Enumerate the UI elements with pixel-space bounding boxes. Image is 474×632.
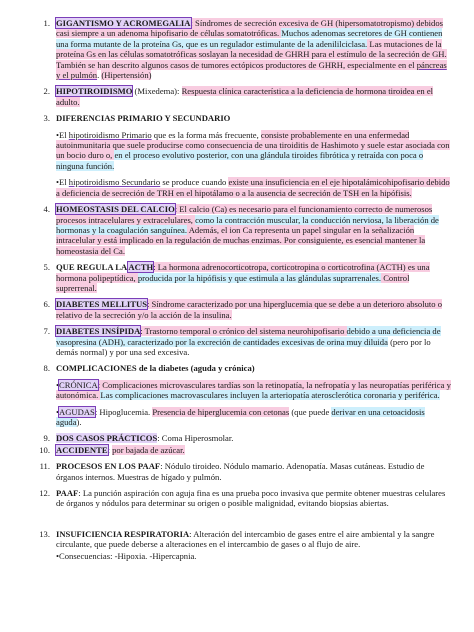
item-text: Además, el ion Ca representa un papel singular en la señalización intracelular y está implicado en la regulación de muchas enzimas. [56, 224, 415, 246]
item-text: : El calcio (Ca) es necesario para el funcionamiento correcto de numerosos procesos intracelulares y extracelulares, [56, 204, 433, 225]
sub-text: Las complicaciones macrovasculares incluyen la arteriopatía aterosclerótica coronaria y periférica. [100, 390, 440, 401]
item-text: : Nódulo tiroideo. Nódulo mamario. Adenopatía. Masas cutáneas. Estudio de órganos internos. Muestras de hígado y pulmón. [56, 461, 425, 482]
item-number: 9. [43, 433, 50, 444]
item-number: 3. [43, 113, 50, 124]
item-text: : [107, 444, 113, 455]
item-text: por bajada de azúcar. [112, 444, 185, 455]
item-number: 8. [43, 363, 50, 374]
item-text: : Síndrome caracterizado por una hiperglucemia [146, 299, 315, 310]
item-diferencias [22, 113, 452, 123]
sub-text: (que puede [289, 406, 332, 417]
item-text: Respuesta clínica característica a la deficiencia de hormona tiroidea en el adulto. [56, 86, 434, 107]
sub-text: en el proceso evolutivo posterior, con una glándula tiroides fibrótica y retraída con poca o ninguna función. [56, 150, 424, 171]
item-term-prefix: QUE REGULA LA [56, 262, 129, 273]
item-term: DIABETES MELLITUS [56, 299, 147, 310]
item-term: DIABETES INSÍPIDA [56, 326, 141, 337]
item-homeostasis-calcio [22, 204, 452, 256]
consecuencias [56, 551, 452, 561]
item-text: debido a una deficiencia de vasopresina (ADH), caracterizado por la excreción de cantidades excesivas de orina muy diluida [56, 326, 441, 347]
item-text: producida por la hipófisis y que estimula a las glándulas suprarrenales. [137, 272, 382, 283]
item-hipotiroidismo [22, 86, 452, 107]
item-accidente [22, 445, 452, 455]
sub-text: existe una insuficiencia en el eje hipotalámicohipofisario debido a deficiencia de secreción de TRH en el hipotálamo o a la ausencia de secreción de TSH en la hipófisis. [56, 177, 450, 198]
sub-term: AGUDAS [59, 406, 95, 417]
item-text: (Mixedema): [132, 86, 182, 97]
sub-text: ). [76, 417, 82, 427]
item-text: que se debe a un deterioro absoluto o relativo de la secreción y/o la acción de la insulina. [56, 299, 443, 320]
sub-text: derivar en una cetoacidosis aguda [56, 406, 425, 427]
item-text: (Hipertensión) [101, 70, 152, 81]
item-number: 5. [43, 262, 50, 273]
item-term: ACCIDENTE [56, 444, 108, 455]
item-insuficiencia-respiratoria [22, 529, 452, 550]
item-term: HIPOTIROIDISMO [56, 86, 133, 97]
item-text: Por consiguiente, es esencial mantener la homeostasia del Ca. [56, 235, 426, 256]
item-text: : Coma Hiperosmolar. [157, 433, 234, 444]
item-text: como la contracción muscular, la conducción nerviosa, la liberación de hormonas y la coagulación sanguínea. [56, 214, 439, 235]
item-text: (pero por lo demás normal) y por una sed excesiva. [56, 336, 431, 357]
sub-term: hipotiroidismo Primario [68, 129, 152, 140]
item-term: ACTH [128, 262, 154, 273]
item-text: : Trastorno temporal o crónico del sistema neurohipofisario [140, 326, 347, 337]
hipotiroidismo-secundario [56, 177, 452, 198]
item-text: : Síndromes de secreción excesiva de GH (hipersomatotropismo) debidos casi siempre a un adenoma hipofisario de células somatotróficas. [56, 18, 443, 39]
sub-text: • [56, 406, 60, 417]
sub-text: • [56, 379, 60, 390]
item-diabetes-insipida [22, 326, 452, 357]
item-number: 7. [43, 326, 50, 337]
item-number: 1. [43, 18, 50, 28]
item-text: . [97, 70, 102, 81]
item-term: INSUFICIENCIA RESPIRATORIA [56, 528, 190, 539]
item-term: COMPLICACIONES de la diabetes (aguda y crónica) [56, 363, 255, 374]
item-term: PROCESOS EN LOS PAAF [56, 461, 161, 472]
item-number: 10. [39, 444, 50, 455]
item-term: DOS CASOS PRÁCTICOS [56, 433, 158, 444]
item-acth [22, 262, 452, 293]
item-text: : La hormona adrenocorticotropa, corticotropina o corticotrofina (ACTH) es una hormona polipeptídica, [56, 262, 430, 283]
item-term: PAAF [56, 488, 79, 499]
sub-text: que es la forma más frecuente, [151, 129, 261, 140]
item-text: Control suprerrenal. [56, 272, 410, 293]
sub-text: •El [56, 129, 69, 140]
item-paaf [22, 488, 452, 509]
item-text: Las mutaciones de la proteína Gs en las células somatotróficas soslayan la necesidad de GHRH para el estímulo de la secreción de GH. También se han descrito algunos casos de tumores ectópicos productores de GHRH, especialmente en el [56, 38, 447, 70]
item-number: 12. [39, 488, 50, 499]
sub-text: se produce cuando [160, 177, 229, 188]
complicaciones-agudas [56, 407, 452, 428]
item-term: GIGANTISMO Y ACROMEGALIA [56, 18, 191, 28]
item-term: DIFERENCIAS PRIMARIO Y SECUNDARIO [56, 113, 231, 124]
item-text: Muchos adenomas secretores de GH contienen una forma mutante de la proteína Gs, que es un regulador estimulante de la adenililciclasa. [56, 28, 443, 49]
hipotiroidismo-primario [56, 130, 452, 172]
item-gigantismo [22, 18, 452, 80]
item-complicaciones [22, 363, 452, 373]
sub-term: CRÓNICA [59, 379, 98, 390]
item-number: 4. [43, 204, 50, 215]
sub-text: : Complicaciones microvasculares tardías son la retinopatía, la nefropatía y las neuropatías periférica y autonómica. [56, 379, 451, 401]
item-diabetes-mellitus [22, 299, 452, 320]
item-number: 2. [43, 86, 50, 97]
item-casos-practicos [22, 433, 452, 443]
item-number: 6. [43, 299, 50, 310]
item-number: 11. [39, 461, 50, 472]
sub-text: •El [56, 177, 69, 188]
sub-text: •Consecuencias: -Hipoxia. -Hipercapnia. [56, 550, 197, 561]
item-text: : Alteración del intercambio de gases entre el aire ambiental y la sangre circulante, que puede deberse a alteraciones en el intercambio de gases o al flujo de aire. [56, 528, 435, 550]
complicaciones-cronica [56, 380, 452, 401]
sub-text: : Hipoglucemia. [94, 406, 153, 417]
sub-text: consiste probablemente en una enfermedad autoinmunitaria que suele producirse como consecuencia de una tiroiditis de Hashimoto y suele estar asociada con un bocio duro o, [56, 129, 450, 161]
sub-text: Presencia de hiperglucemia con cetonas [152, 406, 290, 417]
item-procesos-paaf [22, 461, 452, 482]
item-term: HOMEOSTASIS DEL CALCIO [56, 204, 175, 215]
sub-term: hipotiroidismo Secundario [68, 177, 161, 188]
item-text: páncreas y el pulmón [56, 59, 447, 81]
item-number: 13. [39, 528, 50, 539]
item-text: : La punción aspiración con aguja fina es una prueba poco invasiva que permite obtener muestras celulares de órganos y nódulos para determinar su origen o posible malignidad, evitando biopsias abiertas. [56, 488, 446, 509]
